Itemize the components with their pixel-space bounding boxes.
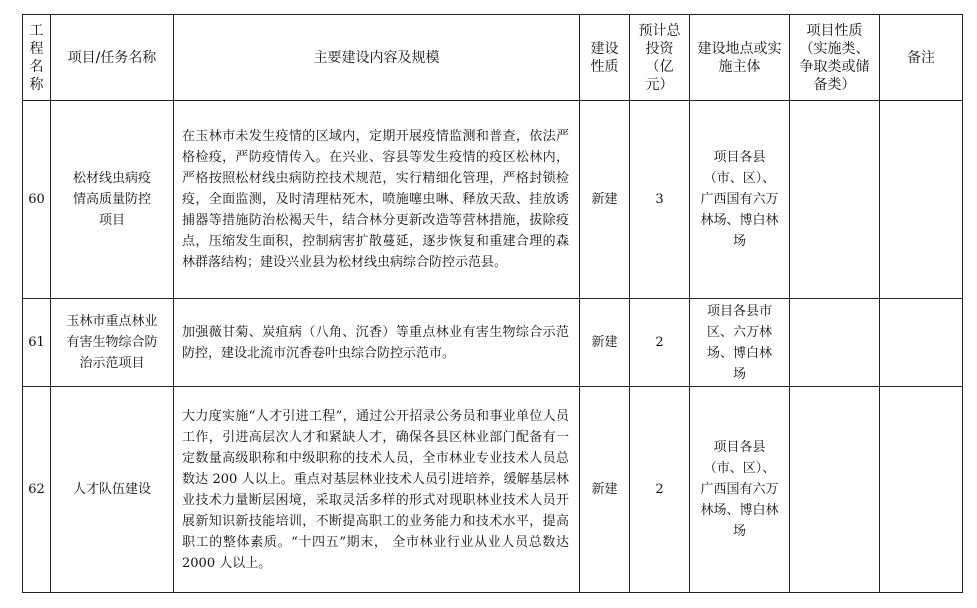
header-content: 主要建设内容及规模	[174, 15, 580, 101]
row-project: 松材线虫病疫情高质量防控项目	[51, 101, 174, 299]
row-project: 人才队伍建设	[51, 387, 174, 593]
row-category	[790, 387, 880, 593]
header-category: 项目性质（实施类、争取类或储备类）	[790, 15, 880, 101]
row-remarks	[880, 299, 963, 387]
row-remarks	[880, 387, 963, 593]
row-investment: 2	[630, 299, 690, 387]
row-location: 项目各县市区、六万林场、博白林场	[690, 299, 790, 387]
table-row	[23, 101, 963, 299]
table-row	[23, 387, 963, 593]
header-project: 项目/任务名称	[51, 15, 174, 101]
header-nature: 建设性质	[580, 15, 630, 101]
row-id: 60	[23, 101, 51, 299]
row-nature: 新建	[580, 101, 630, 299]
header-row	[23, 15, 963, 101]
row-category	[790, 299, 880, 387]
header-investment: 预计总投资（亿元）	[630, 15, 690, 101]
row-location: 项目各县（市、区）、广西国有六万林场、博白林场	[690, 101, 790, 299]
row-investment: 2	[630, 387, 690, 593]
table-row	[23, 299, 963, 387]
row-id: 61	[23, 299, 51, 387]
row-investment: 3	[630, 101, 690, 299]
row-remarks	[880, 101, 963, 299]
row-content: 加强薇甘菊、炭疽病（八角、沉香）等重点林业有害生物综合示范防控，建设北流市沉香卷叶虫综合防控示范市。	[174, 299, 580, 387]
row-project: 玉林市重点林业有害生物综合防治示范项目	[51, 299, 174, 387]
row-nature: 新建	[580, 299, 630, 387]
row-content: 大力度实施“人才引进工程”，通过公开招录公务员和事业单位人员工作，引进高层次人才和紧缺人才，确保各县区林业部门配备有一定数量高级职称和中级职称的技术人员，全市林业专业技术人员总数达 200 人以上。重点对基层林业技术人员引进培养，缓解基层林业技术力量断层困境，采取灵活多样的形式对现职林业技术人员开展新知识新技能培训，不断提高职工的业务能力和技术水平，提高职工的整体素质。“十四五”期末， 全市林业行业从业人员总数达 2000 人以上。	[174, 387, 580, 593]
project-table	[22, 14, 963, 593]
row-nature: 新建	[580, 387, 630, 593]
header-remarks: 备注	[880, 15, 963, 101]
row-category	[790, 101, 880, 299]
row-id: 62	[23, 387, 51, 593]
header-location: 建设地点或实施主体	[690, 15, 790, 101]
header-id: 工程名称	[23, 15, 51, 101]
row-content: 在玉林市未发生疫情的区域内，定期开展疫情监测和普查，依法严格检疫，严防疫情传入。在兴业、容县等发生疫情的疫区松林内，严格按照松材线虫病防控技术规范，实行精细化管理，严格封锁检疫，全面监测，及时清理枯死木，喷施噻虫啉、释放天敌、挂放诱捕器等措施防治松褐天牛，结合林分更新改造等营林措施，拔除疫点，压缩发生面积，控制病害扩散蔓延，逐步恢复和重建合理的森林群落结构；建设兴业县为松材线虫病综合防控示范县。	[174, 101, 580, 299]
row-location: 项目各县（市、区）、广西国有六万林场、博白林场	[690, 387, 790, 593]
